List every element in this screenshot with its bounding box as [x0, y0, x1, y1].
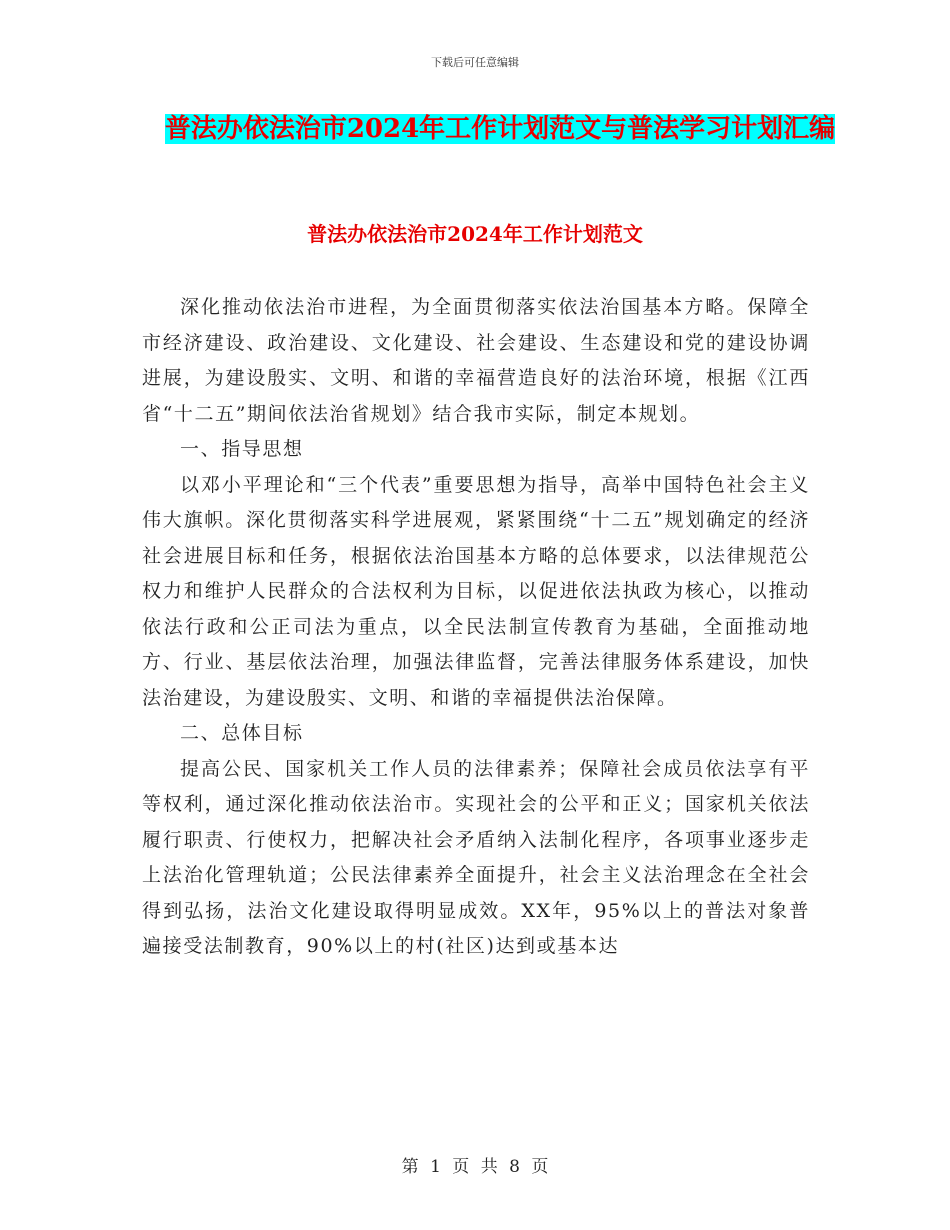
paragraph-intro: 深化推动依法治市进程，为全面贯彻落实依法治国基本方略。保障全市经济建设、政治建设、文化建设、社会建设、生态建设和党的建设协调进展，为建设殷实、文明、和谐的幸福营造良好的法治环境，根据《江西省“十二五”期间依法治省规划》结合我市实际，制定本规划。	[142, 296, 810, 425]
document-body	[142, 290, 810, 965]
page-number-footer: 第 1 页 共 8 页	[401, 1157, 549, 1177]
main-title	[140, 106, 860, 152]
section-heading-overall-goals: 二、总体目标	[180, 722, 304, 744]
paragraph-overall-goals: 提高公民、国家机关工作人员的法律素养；保障社会成员依法享有平等权利，通过深化推动依法治市。实现社会的公平和正义；国家机关依法履行职责、行使权力，把解决社会矛盾纳入法制化程序，各项事业逐步走上法治化管理轨道；公民法律素养全面提升，社会主义法治理念在全社会得到弘扬，法治文化建设取得明显成效。XX年，95%以上的普法对象普遍接受法制教育，90%以上的村(社区)达到或基本达	[142, 757, 810, 957]
paragraph-guiding-ideology: 以邓小平理论和“三个代表”重要思想为指导，高举中国特色社会主义伟大旗帜。深化贯彻落实科学进展观，紧紧围绕“十二五”规划确定的经济社会进展目标和任务，根据依法治国基本方略的总体要求，以法律规范公权力和维护人民群众的合法权利为目标，以促进依法执政为核心，以推动依法行政和公正司法为重点，以全民法制宣传教育为基础，全面推动地方、行业、基层依法治理，加强法律监督，完善法律服务体系建设，加快法治建设，为建设殷实、文明、和谐的幸福提供法治保障。	[142, 473, 810, 709]
main-title-text: 普法办依法治市2024年工作计划范文与普法学习计划汇编	[164, 114, 836, 144]
header-note: 下载后可任意编辑	[431, 56, 519, 69]
section-heading-guiding-ideology: 一、指导思想	[180, 438, 304, 460]
sub-title: 普法办依法治市2024年工作计划范文	[307, 222, 643, 246]
